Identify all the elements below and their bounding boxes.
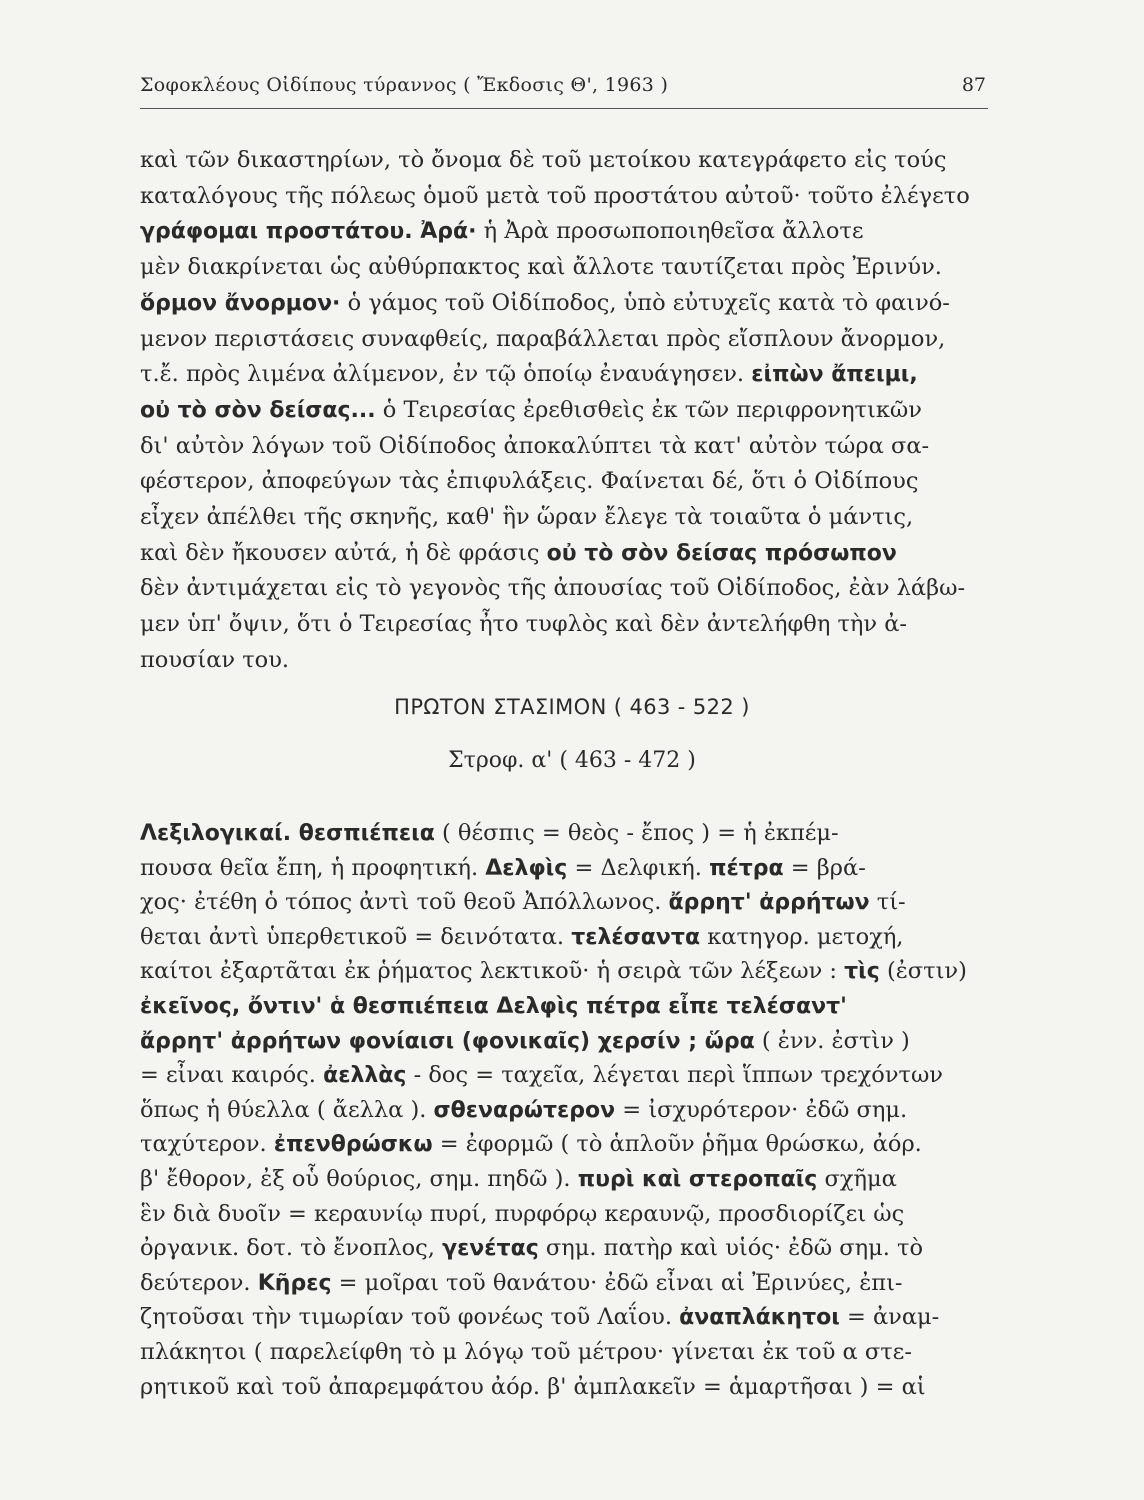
text-run: πλάκητοι ( παρελείφθη τὸ μ λόγῳ τοῦ μέτρου· γίνεται ἐκ τοῦ α στε- bbox=[140, 1339, 912, 1365]
text-line bbox=[140, 1337, 988, 1367]
text-run: καίτοι ἐξαρτᾶται ἐκ ῥήματος λεκτικοῦ· ἡ σειρὰ τῶν λέξεων : bbox=[140, 958, 845, 985]
text-run: = βρά- bbox=[783, 854, 866, 881]
text-line bbox=[140, 216, 988, 247]
text-line bbox=[140, 1129, 988, 1160]
text-run: ( θέσπις = θεὸς - ἔπος ) = ἡ ἐκπέμ- bbox=[434, 820, 839, 846]
text-line bbox=[140, 1233, 988, 1264]
text-line bbox=[140, 181, 988, 211]
text-run: ἓν διὰ δυοῖν = κεραυνίῳ πυρί, πυρφόρῳ κεραυνῷ, προσδιορίζει ὡς bbox=[140, 1200, 905, 1227]
text-line bbox=[140, 609, 988, 639]
text-line bbox=[140, 538, 988, 569]
text-line bbox=[140, 431, 988, 461]
text-line bbox=[140, 645, 988, 675]
text-run: = μοῖραι τοῦ θανάτου· ἐδῶ εἶναι αἱ Ἐρινύες, ἐπι- bbox=[331, 1269, 903, 1296]
text-line bbox=[140, 573, 988, 603]
text-run: σημ. πατὴρ καὶ υἱός· ἐδῶ σημ. τὸ bbox=[538, 1235, 924, 1262]
text-line bbox=[140, 1199, 988, 1229]
text-run: χος· ἐτέθη ὁ τόπος ἀντὶ τοῦ θεοῦ Ἀπόλλωνος. bbox=[140, 889, 669, 916]
bold-term: οὐ τὸ σὸν δείσας πρόσωπον bbox=[546, 540, 897, 566]
text-line bbox=[140, 145, 988, 175]
text-line bbox=[140, 887, 988, 918]
text-run: δι' αὐτὸν λόγων τοῦ Οἰδίποδος ἀποκαλύπτει τὰ κατ' αὐτὸν τώρα σα- bbox=[140, 432, 930, 459]
subsection-title: Στροφ. α' ( 463 - 472 ) bbox=[448, 748, 696, 773]
running-title: Σοφοκλέους Οἰδίπους τύραννος ( Ἔκδοσις Θ', 1963 ) bbox=[140, 74, 669, 96]
text-run: εἶχεν ἀπέλθει τῆς σκηνῆς, καθ' ἣν ὥραν ἔλεγε τὰ τοιαῦτα ὁ μάντις, bbox=[140, 504, 914, 530]
bold-term: τὶς bbox=[844, 959, 880, 985]
bold-term: Κῆρες bbox=[257, 1270, 332, 1296]
text-run: τ.ἔ. πρὸς λιμένα ἀλίμενον, ἐν τῷ ὁποίῳ ἐναυάγησεν. bbox=[140, 361, 752, 388]
text-run: ταχύτερον. bbox=[140, 1131, 274, 1158]
text-run: θεται ἀντὶ ὑπερθετικοῦ = δεινότατα. bbox=[140, 923, 572, 950]
text-line bbox=[140, 502, 988, 532]
text-line bbox=[140, 359, 988, 390]
running-header bbox=[140, 68, 988, 109]
bold-term: γενέτας bbox=[442, 1236, 539, 1262]
text-line bbox=[140, 1268, 988, 1299]
text-run: - δος = ταχεῖα, λέγεται περὶ ἵππων τρεχόντων bbox=[406, 1062, 943, 1089]
text-run: ζητοῦσαι τὴν τιμωρίαν τοῦ φονέως τοῦ Λαΐου. bbox=[140, 1304, 680, 1331]
text-line bbox=[140, 853, 988, 884]
text-run: = ἐφορμῶ ( τὸ ἁπλοῦν ῥῆμα θρώσκω, ἀόρ. bbox=[432, 1131, 922, 1158]
text-run: = ἀναμ- bbox=[839, 1304, 940, 1331]
text-run: τί- bbox=[869, 889, 906, 916]
text-run: πουσα θεῖα ἔπη, ἡ προφητική. bbox=[140, 854, 486, 881]
text-line bbox=[140, 466, 988, 496]
bold-term: ἄρρητ' ἀρρήτων bbox=[668, 890, 870, 916]
text-run: μεν ὑπ' ὄψιν, ὅτι ὁ Τειρεσίας ἦτο τυφλὸς καὶ δὲν ἀντελήφθη τὴν ἀ- bbox=[140, 611, 908, 638]
text-run: ὁ γάμος τοῦ Οἰδίποδος, ὑπὸ εὐτυχεῖς κατὰ τὸ φαινό- bbox=[340, 289, 950, 316]
bold-term: σθεναρώτερον bbox=[433, 1097, 616, 1123]
text-line bbox=[140, 1302, 988, 1333]
text-run: ρητικοῦ καὶ τοῦ ἀπαρεμφάτου ἀόρ. β' ἀμπλακεῖν = ἁμαρτῆσαι ) = αἱ bbox=[140, 1373, 926, 1400]
text-run: σχῆμα bbox=[817, 1166, 897, 1192]
text-line bbox=[140, 1095, 988, 1126]
section-title: ΠΡΩΤΟΝ ΣΤΑΣΙΜΟΝ ( 463 - 522 ) bbox=[394, 695, 750, 719]
text-line bbox=[140, 1164, 988, 1195]
text-run: καταλόγους τῆς πόλεως ὁμοῦ μετὰ τοῦ προστάτου αὐτοῦ· τοῦτο ἐλέγετο bbox=[140, 182, 970, 209]
text-run: καὶ τῶν δικαστηρίων, τὸ ὄνομα δὲ τοῦ μετοίκου κατεγράφετο εἰς τούς bbox=[140, 147, 947, 173]
text-run: ἡ Ἀρὰ προσωποποιηθεῖσα ἄλλοτε bbox=[476, 218, 864, 245]
text-run: ὀργανικ. δοτ. τὸ ἔνοπλος, bbox=[140, 1235, 443, 1262]
text-run: = Δελφική. bbox=[567, 854, 710, 881]
text-line bbox=[140, 991, 988, 1022]
page-number: 87 bbox=[961, 74, 986, 96]
text-line bbox=[140, 252, 988, 282]
bold-term: γράφομαι προστάτου. Ἀρά· bbox=[140, 219, 477, 245]
text-line bbox=[140, 1372, 988, 1402]
bold-term: πυρὶ καὶ στεροπαῖς bbox=[577, 1167, 818, 1192]
text-run: δὲν ἀντιμάχεται εἰς τὸ γεγονὸς τῆς ἀπουσίας τοῦ Οἰδίποδος, ἐὰν λάβω- bbox=[140, 575, 966, 602]
text-line bbox=[140, 1060, 988, 1091]
text-run: δεύτερον. bbox=[140, 1269, 258, 1296]
text-run: κατηγορ. μετοχή, bbox=[700, 923, 904, 950]
bold-term: ἄρρητ' ἀρρήτων φονίαισι (φονικαῖς) χερσίν ; ὥρα bbox=[140, 1028, 755, 1054]
bold-term: οὐ τὸ σὸν δείσας... bbox=[140, 397, 376, 423]
text-line bbox=[140, 1026, 988, 1057]
text-run: = εἶναι καιρός. bbox=[140, 1062, 324, 1089]
bold-term: ὅρμον ἄνορμον· bbox=[140, 290, 341, 316]
text-line bbox=[140, 956, 988, 987]
text-run: μὲν διακρίνεται ὡς αὐθύρπακτος καὶ ἄλλοτε ταυτίζεται πρὸς Ἐρινύν. bbox=[140, 254, 942, 281]
text-run: = ἰσχυρότερον· ἐδῶ σημ. bbox=[615, 1096, 908, 1123]
text-line bbox=[140, 288, 988, 319]
text-line bbox=[140, 395, 988, 426]
text-run: πουσίαν του. bbox=[140, 646, 290, 673]
bold-term: ἀναπλάκητοι bbox=[679, 1305, 840, 1331]
bold-term: Λεξιλογικαί. θεσπιέπεια bbox=[140, 821, 435, 846]
bold-term: Δελφὶς bbox=[485, 855, 568, 881]
text-line bbox=[140, 324, 988, 354]
text-run: μενον περιστάσεις συναφθείς, παραβάλλεται πρὸς εἴσπλουν ἄνορμον, bbox=[140, 325, 946, 352]
bold-term: πέτρα bbox=[709, 855, 784, 881]
text-run: (ἐστιν) bbox=[879, 958, 967, 985]
text-run: ( ἐνν. ἐστὶν ) bbox=[754, 1027, 910, 1054]
text-run: ὁ Τειρεσίας ἐρεθισθεὶς ἐκ τῶν περιφρονητικῶν bbox=[375, 396, 922, 423]
bold-term: ἐκεῖνος, ὄντιν' ἁ θεσπιέπεια Δελφὶς πέτρα εἶπε τελέσαντ' bbox=[140, 994, 847, 1019]
bold-term: ἐπενθρώσκω bbox=[273, 1132, 433, 1158]
text-line bbox=[140, 818, 988, 849]
text-run: καὶ δὲν ἤκουσεν αὐτά, ἡ δὲ φράσις bbox=[140, 539, 547, 566]
text-run: φέστερον, ἀποφεύγων τὰς ἐπιφυλάξεις. Φαίνεται δέ, ὅτι ὁ Οἰδίπους bbox=[140, 468, 919, 495]
bold-term: εἰπὼν ἄπειμι, bbox=[751, 362, 918, 388]
text-line bbox=[140, 922, 988, 953]
text-run: β' ἔθορον, ἐξ οὗ θούριος, σημ. πηδῶ ). bbox=[140, 1166, 578, 1192]
text-run: ὅπως ἡ θύελλα ( ἄελλα ). bbox=[140, 1096, 434, 1123]
bold-term: ἀελλὰς bbox=[323, 1063, 407, 1089]
bold-term: τελέσαντα bbox=[571, 924, 701, 950]
